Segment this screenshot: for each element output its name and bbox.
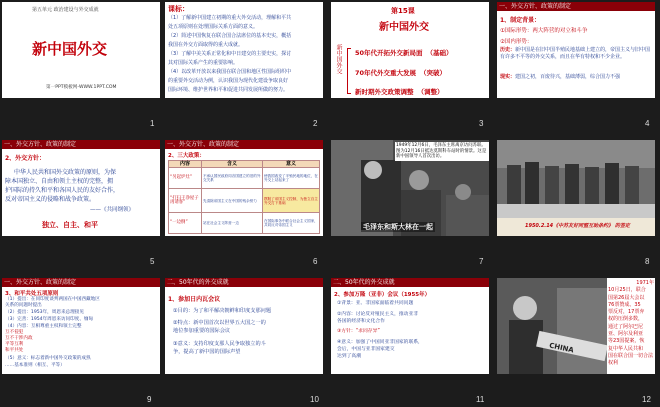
slide-number: 5 [150,257,155,266]
slide-number: 2 [313,119,318,128]
un-assembly-photo [497,278,607,374]
text-line: ③意义：支持印度支那人民争取独立的斗 [173,341,266,347]
table-cell: 先清除帝国主义在中国的残余势力 [202,189,263,213]
table-cell: 在国际事务中联合社会主义国家，共同反对帝国主义 [263,213,320,234]
text-line: 10月25日，联合 [608,287,646,294]
slide-12-thumbnail[interactable] [497,278,655,374]
slide-number: 12 [642,395,651,404]
text-line: 反对帝国主义的侵略和战争政策。 [5,196,96,203]
slide-9-thumbnail[interactable] [2,278,160,374]
subheading: 1、参加日内瓦会议 [168,296,221,303]
text-line: 处五项原则在处理国际关系方面的意义。 [168,24,259,30]
section-heading: 课标： [168,5,189,13]
photo-caption: 1950.2.14《中苏友好同盟互助条约》 的签定 [525,223,630,229]
slide-number: 11 [476,395,485,404]
slide-3-thumbnail[interactable] [331,2,489,98]
subheading: 2、参加万隆（亚非）会议（1955年） [334,292,431,298]
table-header: 内容 [169,161,202,168]
subheading: 1、制定背景： [500,17,541,24]
slide-number: 6 [313,257,318,266]
text-line: （2）提出：1953年，周恩来总理接见 [5,310,84,315]
text-line: ①背景：亚、非国家面临着共同问题 [337,301,414,306]
slide-10-thumbnail[interactable] [165,278,323,374]
text-line: 权的压倒多数， [608,316,644,323]
slide-header: 一、外交方针、政策的制定 [497,2,655,11]
photo-label: 毛泽东和斯大林在一起 [363,223,433,231]
policy-table [168,160,320,234]
slide-2-thumbnail[interactable] [165,2,323,98]
slide-header: 一、外交方针、政策的制定 [165,140,323,149]
text-line: 亚、阿尔及利亚 [608,331,644,338]
footer-text: 第一PPT模板网-WWW.1PPT.COM [46,85,117,90]
text-line: ②特点：新中国首次以世界五大国之一的 [173,320,266,326]
text-line: 通过了阿尔巴尼 [608,323,644,330]
slide-6-thumbnail[interactable] [165,140,323,236]
text-line: 等23国提案，恢 [608,338,645,345]
key-words: 独立、自主、和平 [42,221,98,229]
table-cell: 使我国改变了半殖民地的地位，在外交上站起来了 [263,168,320,189]
text-line: 76票赞成、35 [608,301,641,308]
text-line: （2）简述中国恢复在联合国合法席位的基本史实，概括 [168,33,292,39]
text-line: ①国际形势：两大阵营的对立和斗争 [500,28,588,34]
text-line: 其对国际关系产生的重要影响。 [168,60,239,66]
text-line: 国第26届大会以 [608,294,645,301]
treaty-signing-photo [497,140,655,218]
text-line: ②内容：讨论反对殖民主义，推动亚非 [337,312,419,317]
text-block: 现实：建国之初，百废待兴，基础薄弱，综合国力不强 [500,74,621,80]
slide-number: 3 [479,119,484,128]
slide-title: 新中国外交 [32,40,108,58]
subheading: 3、和平共处五项原则 [5,291,59,297]
text-line: 平等互利 [5,342,24,347]
text-line: 中华人民共和国外交政策的原则，为保 [14,169,117,176]
lesson-title: 新中国外交 [379,22,429,33]
table-cell: 不承认国民政府同各国建立的旧的外交关系 [202,168,263,189]
table-cell: “打扫干净屋子再请客” [169,189,202,213]
text-line: 会后，中国与亚非国家建交 [337,347,395,352]
text-line: 我国在外交方面取得的重大成就。 [168,42,244,48]
slide-4-thumbnail[interactable] [497,2,655,98]
text-line: 和平共处 [5,348,24,353]
slide-8-thumbnail[interactable] [497,140,655,236]
text-line: 的重要外交活动为例，认识我国为现代化建设争取良好 [168,78,289,84]
text-block: 历史：新中国是在旧中国半殖民地基础上建立的，帝国主义与旧中国有许多不平等的外交关系，而且在华有特权和不少企业。 [500,47,651,60]
text-line: ①目的：为了和平解决朝鲜和印度支那问题 [173,308,272,314]
table-header: 含义 [202,161,263,168]
lesson-number: 第15课 [391,7,415,15]
text-line: 达到了高潮 [337,354,361,359]
side-label: 新中国外交 [335,44,342,74]
slide-header: 二、50年代的外交成就 [331,278,489,287]
text-line: （1）提出：在同印度谈判两国在中国西藏地区 [5,297,100,302]
text-line: （4）内容：互相尊重主权和领土完整 [5,324,82,329]
text-line: 关系的问题时提出 [5,303,42,308]
text-line: ……基本准则（相互、平等） [5,363,65,368]
unit-label: 第五单元 政治建设与外交成就 [32,7,99,13]
table-cell: “另起炉灶” [169,168,202,189]
flag-text: CHINA [548,341,575,355]
text-line: （1）了解新中国建立初期的重大外交活动，理解和平共 [168,15,292,21]
slide-number: 10 [310,395,319,404]
text-line: 互不侵犯 [5,330,24,335]
slide-7-thumbnail[interactable] [331,140,489,236]
text-line: 争，提高了新中国的国际声望 [173,349,241,355]
text-line: 障本国独立、自由和领土主权的完整，拥 [5,178,114,185]
topic-item[interactable]: 新时期外交政策调整 （调整） [355,88,444,96]
bracket-divider [347,48,351,94]
text-line: 护国际的持久和平和各国人民的友好合作， [5,187,120,194]
text-line: 1971年 [636,280,654,286]
slide-header: 二、50年代的外交成就 [165,278,323,287]
photo-caption-box: 1949年12月6日，毛泽东主席离京访问苏联。图为12月16日抵达莫斯科车站时的情景。这是新中国领导人首次出访。 [395,142,489,161]
text-line: 各国的经济和文化合作 [337,319,385,324]
text-line: ③方针：“求同存异” [337,329,380,334]
text-line: 复中华人民共和 [608,345,644,352]
slide-number: 1 [150,119,155,128]
table-cell: 摆脱了帝国主义控制，为独立自主外交打下基础 [263,189,320,213]
slide-number: 8 [645,257,650,266]
slide-header: 一、外交方针、政策的制定 [2,278,160,287]
topic-item[interactable]: 50年代开拓外交新局面 （基础） [355,49,453,57]
topic-item[interactable]: 70年代外交重大发展 （突破） [355,69,447,77]
text-line: （3）完善：1954年周恩来访问印度、缅甸 [5,317,94,322]
text-line: 国际环境、维护世界和平和促进共同发展所做的努力。 [168,87,289,93]
text-line: （5）意义：标志着新中国外交政策的成熟 [5,356,91,361]
table-cell: 站在社会主义阵营一边 [202,213,263,234]
text-line: （3）了解中美关系正常化和中日建交的主要史实，探讨 [168,51,292,57]
text-line: 票反对，17票弃 [608,309,645,316]
slide-number: 9 [147,395,152,404]
slide-header: 一、外交方针、政策的制定 [2,140,160,149]
table-cell: “一边倒” [169,213,202,234]
slide-number: 4 [645,119,650,128]
table-header: 意义 [263,161,320,168]
text-line: ②国内形势： [500,39,533,45]
source-citation: ——《共同纲领》 [90,207,135,213]
slide-5-thumbnail[interactable] [2,140,160,236]
text-column [608,280,654,368]
slide-number: 7 [479,257,484,266]
text-line: 地位参加重要的国际会议 [173,328,231,334]
text-line: 国在联合国一切合法权利 [608,352,654,367]
slide-11-thumbnail[interactable] [331,278,489,374]
subheading: 2、三大政策： [168,153,205,159]
text-line: ④意义：加强了中国同亚非国家的联系， [337,340,423,345]
text-line: （4）以改革开放以来我国在联合国和地区性国际组织中 [168,69,292,75]
text-line: 互不干涉内政 [5,336,33,341]
subheading: 2、外交方针： [5,155,46,162]
slide-1-thumbnail[interactable] [2,2,160,98]
